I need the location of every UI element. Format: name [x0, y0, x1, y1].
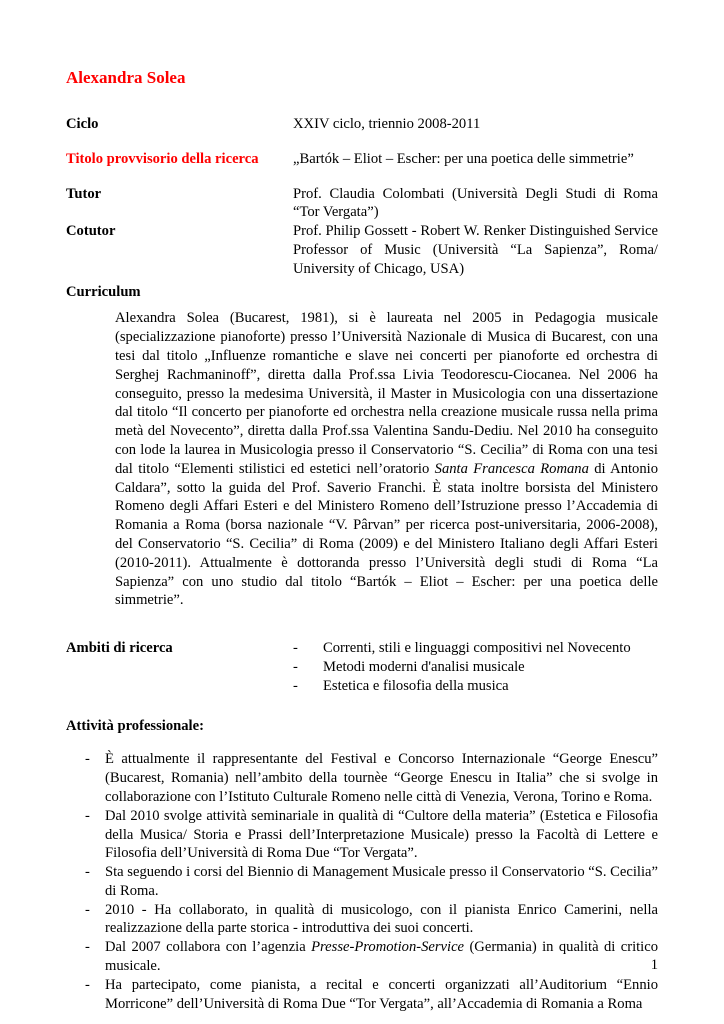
dash-bullet: - — [85, 901, 90, 918]
professional-activity-list — [66, 750, 658, 1013]
list-item-text: Sta seguendo i corsi del Biennio di Management Musicale presso il Conservatorio “S. Cecilia” di Roma. — [105, 864, 658, 899]
list-item-text: È attualmente il rappresentante del Festival e Concorso Internazionale “George Enescu” (Bucarest, Romania) nell’ambito della tournèe “George Enescu in Italia” che si svolge in collaborazione con l’Istituto Culturale Romeno nelle città di Venezia, Verona, Torino e Roma. — [105, 751, 658, 805]
dash-bullet: - — [293, 640, 298, 657]
titolo-label: Titolo provvisorio della ricerca — [66, 150, 259, 167]
list-item-text: Estetica e filosofia della musica — [323, 677, 509, 694]
cotutor-value: Prof. Philip Gossett - Robert W. Renker Distinguished Service Professor of Music (Università “La Sapienza”, Roma/ University of Chicago, USA) — [293, 223, 658, 277]
info-row-tutor — [66, 185, 658, 223]
list-item-text: Metodi moderni d'analisi musicale — [323, 658, 525, 675]
list-item — [66, 863, 658, 901]
curriculum-heading: Curriculum — [66, 283, 141, 300]
tutor-label: Tutor — [66, 185, 102, 202]
list-item-text: Correnti, stili e linguaggi compositivi nel Novecento — [323, 640, 631, 657]
titolo-value: „Bartók – Eliot – Escher: per una poetica delle simmetrie” — [293, 150, 634, 167]
page-number: 1 — [650, 957, 658, 973]
list-item — [66, 807, 658, 863]
list-item — [293, 677, 658, 696]
list-item-text: Ha partecipato, come pianista, a recital e concerti organizzati all’Auditorium “Ennio Morricone” dell’Università di Roma Due “Tor Vergata”, all’Accademia di Romania a Roma — [105, 976, 658, 1012]
professional-activity-heading: Attività professionale: — [66, 717, 204, 734]
curriculum-paragraph: Alexandra Solea (Bucarest, 1981), si è laureata nel 2005 in Pedagogia musicale (specializzazione pianoforte) presso l’Università Nazionale di Musica di Bucarest, con una tesi dal titolo „Influenze romantiche e slave nei concerti per pianoforte ed orchestra di Serghej Rachmaninoff”, diretta dalla Prof.ssa Livia Teodorescu-Ciocanea. Nel 2006 ha conseguito, presso la medesima Università, il Master in Musicologia con una dissertazione dal titolo “Il concerto per pianoforte ed orchestra nella creazione musicale russa nella prima metà del Novecento”, diretta dalla Prof.ssa Valentina Sandu-Dediu. Nel 2010 ha conseguito con lode la laurea in Musicologia presso il Conservatorio “S. Cecilia” di Roma con una tesi dal titolo “Elementi stilistici ed estetici nell’oratorio Santa Francesca Romana di Antonio Caldara”, sotto la guida del Prof. Saverio Franchi. È stata inoltre borsista del Ministero Romeno degli Affari Esteri e del Ministero Romeno dell’Istruzione presso l’Accademia di Romania a Roma (borsa nazionale “V. Pârvan” per ricerca post-universitaria, 2006-2008), del Conservatorio “S. Cecilia” di Roma (2009) e del Ministero Italiano degli Affari Esteri (2010-2011). Attualmente è dottoranda presso l’Università degli studi di Roma “La Sapienza” con uno studio dal titolo “Bartók – Eliot – Escher: per una poetica delle simmetrie”. — [115, 310, 658, 609]
dash-bullet: - — [85, 807, 90, 824]
cotutor-label: Cotutor — [66, 223, 116, 240]
list-item — [66, 938, 658, 976]
info-row-ciclo — [66, 115, 658, 134]
research-areas-heading: Ambiti di ricerca — [66, 640, 173, 657]
info-table — [66, 115, 658, 279]
research-areas-list — [293, 639, 658, 695]
dash-bullet: - — [85, 864, 90, 881]
dash-bullet: - — [293, 658, 298, 675]
research-areas-section — [66, 639, 658, 695]
list-item-text: Dal 2007 collabora con l’agenzia Presse-Promotion-Service (Germania) in qualità di critico musicale. — [105, 939, 659, 975]
dash-bullet: - — [85, 939, 90, 956]
tutor-value: Prof. Claudia Colombati (Università Degli Studi di Roma “Tor Vergata”) — [293, 185, 658, 221]
list-item-text: Dal 2010 svolge attività seminariale in qualità di “Cultore della materia” (Estetica e Filosofia della Musica/ Storia e Prassi dell’Interpretazione Musicale) presso la Facoltà di Lettere e Filosofia dell’Università di Roma Due “Tor Vergata”. — [105, 807, 658, 862]
info-row-titolo — [66, 150, 658, 169]
dash-bullet: - — [85, 976, 90, 993]
list-item — [293, 639, 658, 658]
list-item — [66, 901, 658, 939]
page-title: Alexandra Solea — [66, 68, 186, 87]
list-item — [293, 658, 658, 677]
list-item — [66, 976, 658, 1014]
list-item-text: 2010 - Ha collaborato, in qualità di musicologo, con il pianista Enrico Camerini, nella realizzazione della parte storica - introduttiva dei suoi concerti. — [105, 901, 658, 937]
dash-bullet: - — [85, 751, 90, 768]
ciclo-value: XXIV ciclo, triennio 2008-2011 — [293, 116, 481, 132]
ciclo-label: Ciclo — [66, 116, 99, 132]
list-item — [66, 750, 658, 806]
dash-bullet: - — [293, 677, 298, 694]
info-row-cotutor — [66, 222, 658, 278]
